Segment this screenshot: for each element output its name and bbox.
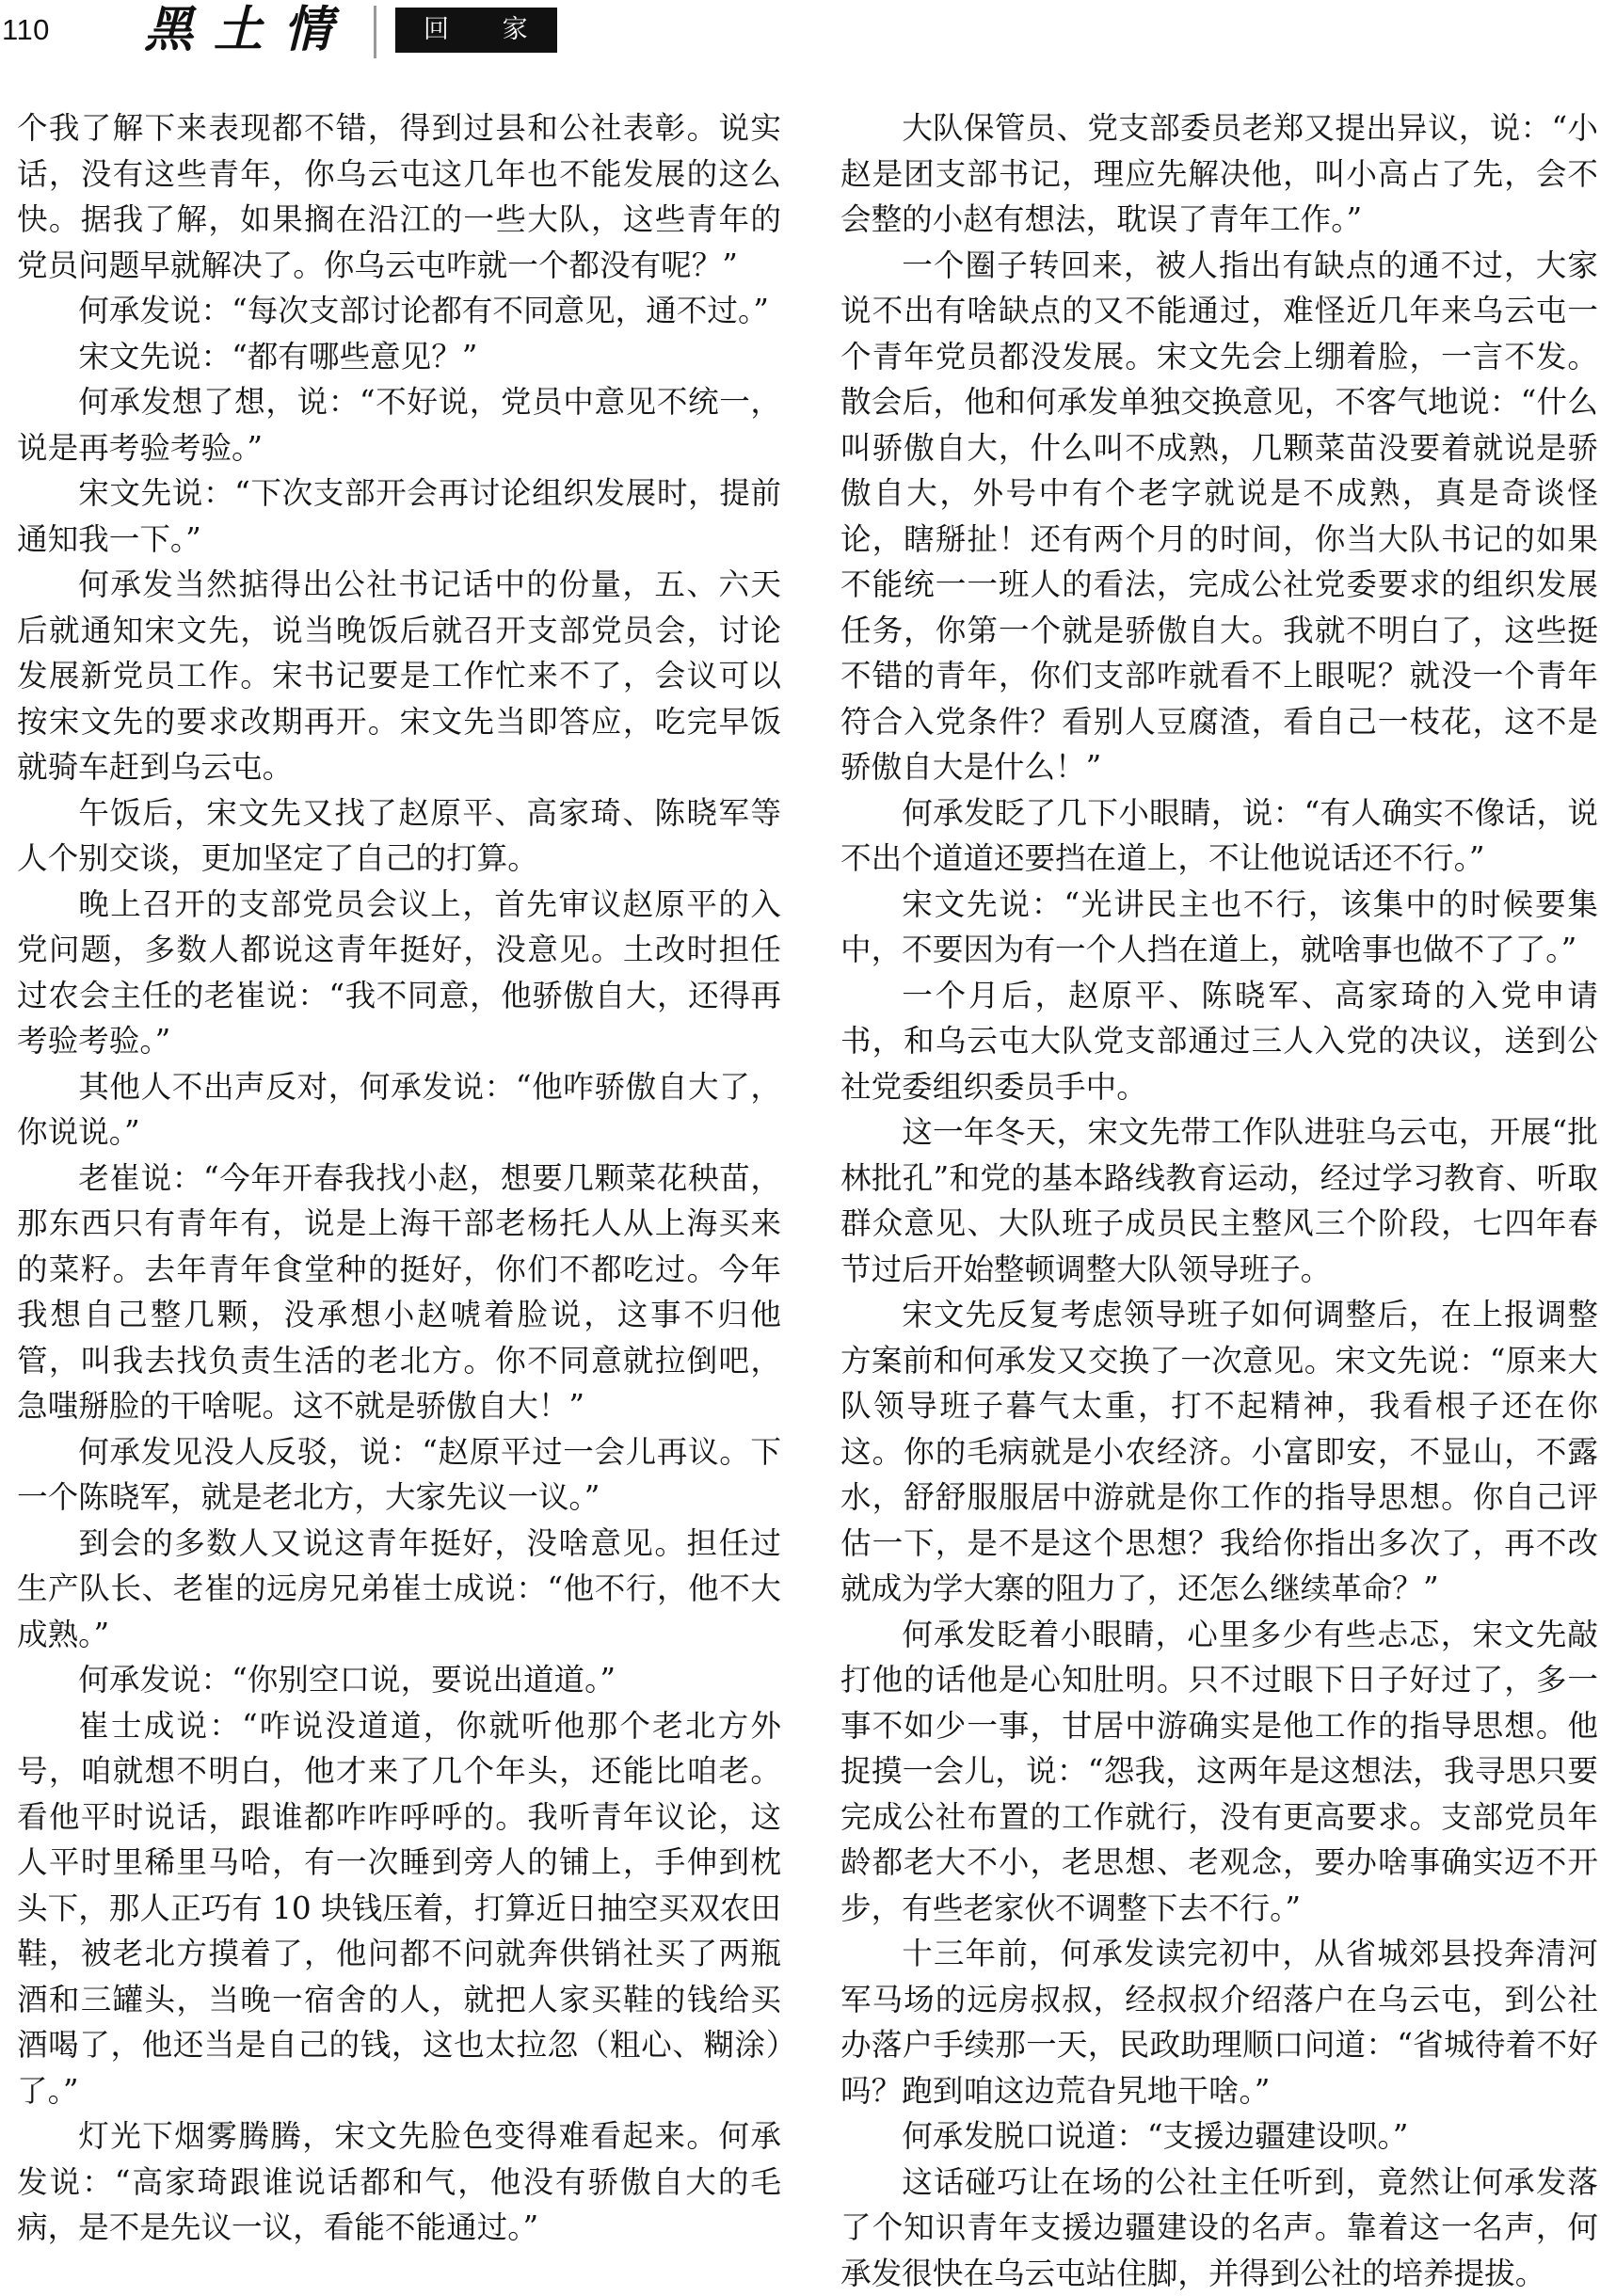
paragraph: 一个圈子转回来，被人指出有缺点的通不过，大家说不出有啥缺点的又不能通过，难怪近几年来乌云屯一个青年党员都没发展。宋文先会上绷着脸，一言不发。散会后，他和何承发单独交换意见，不客气地说：“什么叫骄傲自大，什么叫不成熟，几颗菜苗没要着就说是骄傲自大，外号中有个老字就说是不成熟，真是奇谈怪论，瞎掰扯！还有两个月的时间，你当大队书记的如果不能统一一班人的看法，完成公社党委要求的组织发展任务，你第一个就是骄傲自大。我就不明白了，这些挺不错的青年，你们支部咋就看不上眼呢？就没一个青年符合入党条件？看别人豆腐渣，看自己一枝花，这不是骄傲自大是什么！” (840, 243, 1598, 790)
paragraph: 晚上召开的支部党员会议上，首先审议赵原平的入党问题，多数人都说这青年挺好，没意见。土改时担任过农会主任的老崔说：“我不同意，他骄傲自大，还得再考验考验。” (17, 882, 781, 1064)
paragraph: 大队保管员、党支部委员老郑又提出异议，说：“小赵是团支部书记，理应先解决他，叫小高占了先，会不会整的小赵有想法，耽误了青年工作。” (840, 105, 1598, 243)
paragraph: 个我了解下来表现都不错，得到过县和公社表彰。说实话，没有这些青年，你乌云屯这几年也不能发展的这么快。据我了解，如果搁在沿江的一些大队，这些青年的党员问题早就解决了。你乌云屯咋就一个都没有呢？” (17, 105, 781, 288)
paragraph: 宋文先反复考虑领导班子如何调整后，在上报调整方案前和何承发又交换了一次意见。宋文先说：“原来大队领导班子暮气太重，打不起精神，我看根子还在你这。你的毛病就是小农经济。小富即安，不显山，不露水，舒舒服服居中游就是你工作的指导思想。你自己评估一下，是不是这个思想？我给你指出多次了，再不改就成为学大寨的阻力了，还怎么继续革命？” (840, 1292, 1598, 1612)
paragraph: 何承发说：“你别空口说，要说出道道。” (17, 1657, 781, 1703)
paragraph: 何承发脱口说道：“支援边疆建设呗。” (840, 2113, 1598, 2160)
paragraph: 午饭后，宋文先又找了赵原平、高家琦、陈晓军等人个别交谈，更加坚定了自己的打算。 (17, 790, 781, 882)
paragraph: 何承发当然掂得出公社书记话中的份量，五、六天后就通知宋文先，说当晚饭后就召开支部党员会，讨论发展新党员工作。宋书记要是工作忙来不了，会议可以按宋文先的要求改期再开。宋文先当即答应，吃完早饭就骑车赶到乌云屯。 (17, 562, 781, 790)
magazine-title: 黑土情 (144, 2, 353, 58)
paragraph: 宋文先说：“下次支部开会再讨论组织发展时，提前通知我一下。” (17, 470, 781, 562)
paragraph: 灯光下烟雾腾腾，宋文先脸色变得难看起来。何承发说：“高家琦跟谁说话都和气，他没有骄傲自大的毛病，是不是先议一议，看能不能通过。” (17, 2113, 781, 2251)
paragraph: 何承发眨了几下小眼睛，说：“有人确实不像话，说不出个道道还要挡在道上，不让他说话还不行。” (840, 790, 1598, 882)
paragraph: 这一年冬天，宋文先带工作队进驻乌云屯，开展“批林批孔”和党的基本路线教育运动，经过学习教育、听取群众意见、大队班子成员民主整风三个阶段，七四年春节过后开始整顿调整大队领导班子。 (840, 1109, 1598, 1292)
right-text-column (840, 105, 1598, 2296)
paragraph: 到会的多数人又说这青年挺好，没啥意见。担任过生产队长、老崔的远房兄弟崔士成说：“他不行，他不大成熟。” (17, 1521, 781, 1658)
paragraph: 十三年前，何承发读完初中，从省城郊县投奔清河军马场的远房叔叔，经叔叔介绍落户在乌云屯，到公社办落户手续那一天，民政助理顺口问道：“省城待着不好吗？跑到咱这边荒旮旯地干啥。” (840, 1931, 1598, 2113)
paragraph: 何承发说：“每次支部讨论都有不同意见，通不过。” (17, 288, 781, 334)
page-header (0, 0, 1600, 62)
paragraph: 何承发眨着小眼睛，心里多少有些忐忑，宋文先敲打他的话他是心知肚明。只不过眼下日子好过了，多一事不如少一事，甘居中游确实是他工作的指导思想。他捉摸一会儿，说：“怨我，这两年是这想法，我寻思只要完成公社布置的工作就行，没有更高要求。支部党员年龄都老大不小，老思想、老观念，要办啥事确实迈不开步，有些老家伙不调整下去不行。” (840, 1612, 1598, 1932)
paragraph: 老崔说：“今年开春我找小赵，想要几颗菜花秧苗，那东西只有青年有，说是上海干部老杨托人从上海买来的菜籽。去年青年食堂种的挺好，你们不都吃过。今年我想自己整几颗，没承想小赵唬着脸说，这事不归他管，叫我去找负责生活的老北方。你不同意就拉倒吧，急嗤掰脸的干啥呢。这不就是骄傲自大！” (17, 1156, 781, 1429)
paragraph: 何承发见没人反驳，说：“赵原平过一会儿再议。下一个陈晓军，就是老北方，大家先议一议。” (17, 1429, 781, 1521)
header-divider (374, 6, 376, 58)
paragraph: 一个月后，赵原平、陈晓军、高家琦的入党申请书，和乌云屯大队党支部通过三人入党的决议，送到公社党委组织委员手中。 (840, 973, 1598, 1110)
paragraph: 宋文先说：“都有哪些意见？” (17, 334, 781, 380)
section-label: 回 家 (395, 8, 557, 53)
page-number: 110 (2, 13, 50, 47)
paragraph: 这话碰巧让在场的公社主任听到，竟然让何承发落了个知识青年支援边疆建设的名声。靠着这一名声，何承发很快在乌云屯站住脚，并得到公社的培养提拔。 (840, 2160, 1598, 2296)
paragraph: 其他人不出声反对，何承发说：“他咋骄傲自大了，你说说。” (17, 1064, 781, 1156)
left-text-column (17, 105, 781, 2251)
paragraph: 宋文先说：“光讲民主也不行，该集中的时候要集中，不要因为有一个人挡在道上，就啥事也做不了了。” (840, 882, 1598, 973)
paragraph: 何承发想了想，说：“不好说，党员中意见不统一，说是再考验考验。” (17, 379, 781, 470)
paragraph: 崔士成说：“咋说没道道，你就听他那个老北方外号，咱就想不明白，他才来了几个年头，还能比咱老。看他平时说话，跟谁都咋咋呼呼的。我听青年议论，这人平时里稀里马哈，有一次睡到旁人的铺上，手伸到枕头下，那人正巧有 10 块钱压着，打算近日抽空买双农田鞋，被老北方摸着了，他问都不问就奔供销社买了两瓶酒和三罐头，当晚一宿舍的人，就把人家买鞋的钱给买酒喝了，他还当是自己的钱，这也太拉忽（粗心、糊涂）了。” (17, 1703, 781, 2114)
